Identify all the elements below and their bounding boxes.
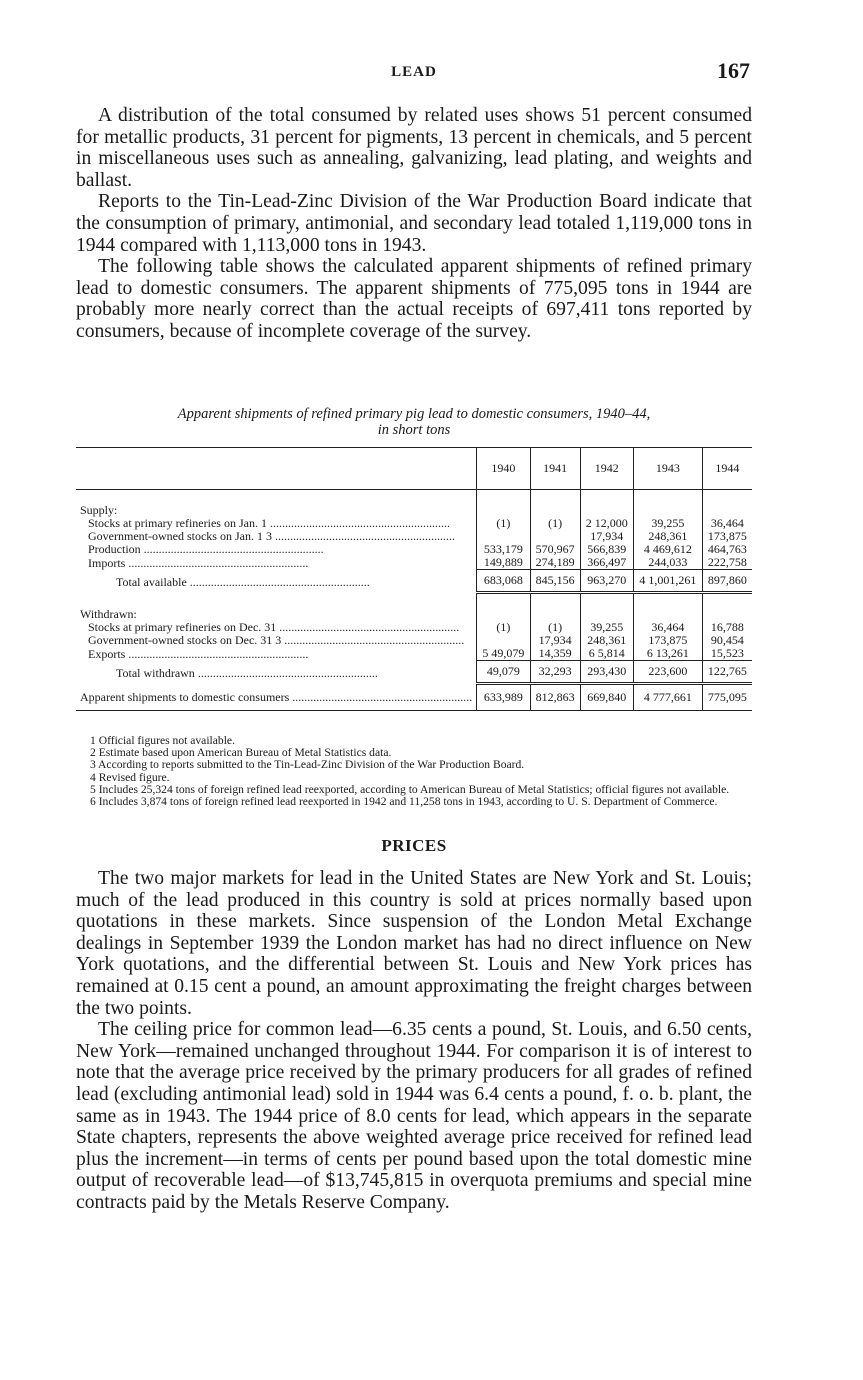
total-row xyxy=(76,570,752,593)
table-row xyxy=(76,556,752,570)
table-cell: 4 469,612 xyxy=(633,543,702,556)
table-cell: 570,967 xyxy=(530,543,580,556)
table-cell: 4 1,001,261 xyxy=(633,570,702,593)
table-cell: 173,875 xyxy=(702,530,752,543)
table-cell: 39,255 xyxy=(580,621,633,634)
table-cell: 897,860 xyxy=(702,570,752,593)
table-cell: 39,255 xyxy=(633,517,702,530)
year-header: 1943 xyxy=(633,448,702,490)
running-head xyxy=(76,58,752,88)
row-label: Government-owned stocks on Dec. 31 3 ..... xyxy=(88,634,464,647)
table-caption-line: in short tons xyxy=(377,422,451,438)
table-caption xyxy=(76,406,752,438)
row-label: Withdrawn: xyxy=(80,608,137,621)
table-cell: 845,156 xyxy=(530,570,580,593)
row-label: Production ..... xyxy=(88,543,324,556)
table-cell: 2 12,000 xyxy=(580,517,633,530)
table-cell: 122,765 xyxy=(702,661,752,684)
table-cell: 963,270 xyxy=(580,570,633,593)
table-cell: 274,189 xyxy=(530,556,580,570)
table-cell: 36,464 xyxy=(633,621,702,634)
footnotes xyxy=(76,735,766,808)
footnote: 4 Revised figure. xyxy=(90,770,170,784)
stub-header xyxy=(76,448,477,490)
year-header: 1944 xyxy=(702,448,752,490)
row-label: Stocks at primary refineries on Dec. 31 ..... xyxy=(88,621,459,634)
table-cell: 775,095 xyxy=(702,684,752,711)
footnote: 6 Includes 3,874 tons of foreign refined lead reexported in 1942 and 11,258 tons in 1943, according to U. S. Department of Commerce. xyxy=(90,795,718,809)
table-cell: 248,361 xyxy=(633,530,702,543)
table-cell: 366,497 xyxy=(580,556,633,570)
table-cell: 16,788 xyxy=(702,621,752,634)
table-cell: 223,600 xyxy=(633,661,702,684)
table-cell: 15,523 xyxy=(702,647,752,661)
table-cell: (1) xyxy=(477,517,530,530)
table-cell: 17,934 xyxy=(580,530,633,543)
row-label: Stocks at primary refineries on Jan. 1 ..... xyxy=(88,517,450,530)
paragraph: A distribution of the total consumed by related uses shows 51 percent consumed for metallic products, 31 percent for pigments, 13 percent in chemicals, and 5 percent in miscellaneous uses such as annealing, galvanizing, lead plating, and weights and ballast. xyxy=(76,105,752,191)
paragraph: Reports to the Tin-Lead-Zinc Division of the War Production Board indicate that the consumption of primary, antimonial, and secondary lead totaled 1,119,000 tons in 1944 compared with 1,113,000 tons in 1943. xyxy=(76,191,752,256)
table-cell: 49,079 xyxy=(477,661,530,684)
table-cell: 14,359 xyxy=(530,647,580,661)
table-header-row xyxy=(76,448,752,490)
footnote: 1 Official figures not available. xyxy=(90,734,235,747)
table-cell: 566,839 xyxy=(580,543,633,556)
table-cell: 244,033 xyxy=(633,556,702,570)
table-cell: (1) xyxy=(477,621,530,634)
intro-text xyxy=(76,105,752,343)
prices-text xyxy=(76,868,752,1214)
table-cell: 293,430 xyxy=(580,661,633,684)
year-header: 1942 xyxy=(580,448,633,490)
row-label: Government-owned stocks on Jan. 1 3 ..... xyxy=(88,530,455,543)
footnote: 3 According to reports submitted to the Tin-Lead-Zinc Division of the War Production Board. xyxy=(90,758,525,772)
total-row xyxy=(76,661,752,684)
table-cell: 5 49,079 xyxy=(477,647,530,661)
table-cell: 6 5,814 xyxy=(580,647,633,661)
paragraph: The two major markets for lead in the United States are New York and St. Louis; much of the lead produced in this country is sold at prices normally based upon quotations in these markets. Since suspension of the London Metal Exchange dealings in September 1939 the London market has had no direct influence on New York quotations, and the differential between St. Louis and New York prices has remained at 0.15 cent a pound, an amount approximating the freight charges between the two points. xyxy=(76,868,752,1019)
row-label: Total withdrawn ..... xyxy=(116,666,378,680)
page-number: 167 xyxy=(717,58,750,83)
table-cell: 173,875 xyxy=(633,634,702,647)
table-cell: 36,464 xyxy=(702,517,752,530)
table-cell: 222,758 xyxy=(702,556,752,570)
row-label: Exports ..... xyxy=(88,647,308,661)
table-cell: (1) xyxy=(530,621,580,634)
table-cell: 17,934 xyxy=(530,634,580,647)
paragraph: The ceiling price for common lead—6.35 cents a pound, St. Louis, and 6.50 cents, New York—remained unchanged throughout 1944. For comparison it is of interest to note that the average price received by the primary producers for all grades of refined lead (excluding antimonial lead) sold in 1944 was 6.4 cents a pound, f. o. b. plant, the same as in 1943. The 1944 price of 8.0 cents for lead, which appears in the separate State chapters, represents the above weighted average price received for refined lead plus the increment—in terms of cents per pound based upon the total domestic mine output of recoverable lead—of $13,745,815 in overquota premiums and special mine contracts paid by the Metals Reserve Company. xyxy=(76,1019,752,1213)
table-cell: 533,179 xyxy=(477,543,530,556)
footnote: 5 Includes 25,324 tons of foreign refined lead reexported, according to American Bureau of Metal Statistics; official figures not available. xyxy=(90,782,730,796)
table-cell: 683,068 xyxy=(477,570,530,593)
paragraph: The following table shows the calculated apparent shipments of refined primary lead to domestic consumers. The apparent shipments of 775,095 tons in 1944 are probably more nearly correct than the actual receipts of 697,411 tons reported by consumers, because of incomplete coverage of the survey. xyxy=(76,256,752,342)
table-cell: 90,454 xyxy=(702,634,752,647)
table-cell: 633,989 xyxy=(477,684,530,711)
table-cell: 248,361 xyxy=(580,634,633,647)
table-cell: 669,840 xyxy=(580,684,633,711)
row-label: Imports ..... xyxy=(88,556,308,570)
table-cell: 149,889 xyxy=(477,556,530,570)
year-header: 1941 xyxy=(530,448,580,490)
footnote: 2 Estimate based upon American Bureau of Metal Statistics data. xyxy=(90,746,392,760)
row-label: Apparent shipments to domestic consumers ..... xyxy=(80,690,472,704)
year-header: 1940 xyxy=(477,448,530,490)
row-label: Supply: xyxy=(80,504,118,517)
table-cell: (1) xyxy=(530,517,580,530)
row-label: Total available ..... xyxy=(116,575,370,589)
table-cell: 812,863 xyxy=(530,684,580,711)
running-title: LEAD xyxy=(391,64,437,80)
table-cell: 464,763 xyxy=(702,543,752,556)
section-heading-prices: PRICES xyxy=(381,836,447,855)
table-cell: 32,293 xyxy=(530,661,580,684)
shipments-table xyxy=(76,447,752,711)
table-cell: 6 13,261 xyxy=(633,647,702,661)
grand-total-row xyxy=(76,684,752,711)
table-cell: 4 777,661 xyxy=(633,684,702,711)
table-caption-line: Apparent shipments of refined primary pig lead to domestic consumers, 1940–44, xyxy=(177,406,651,422)
table-row xyxy=(76,647,752,661)
